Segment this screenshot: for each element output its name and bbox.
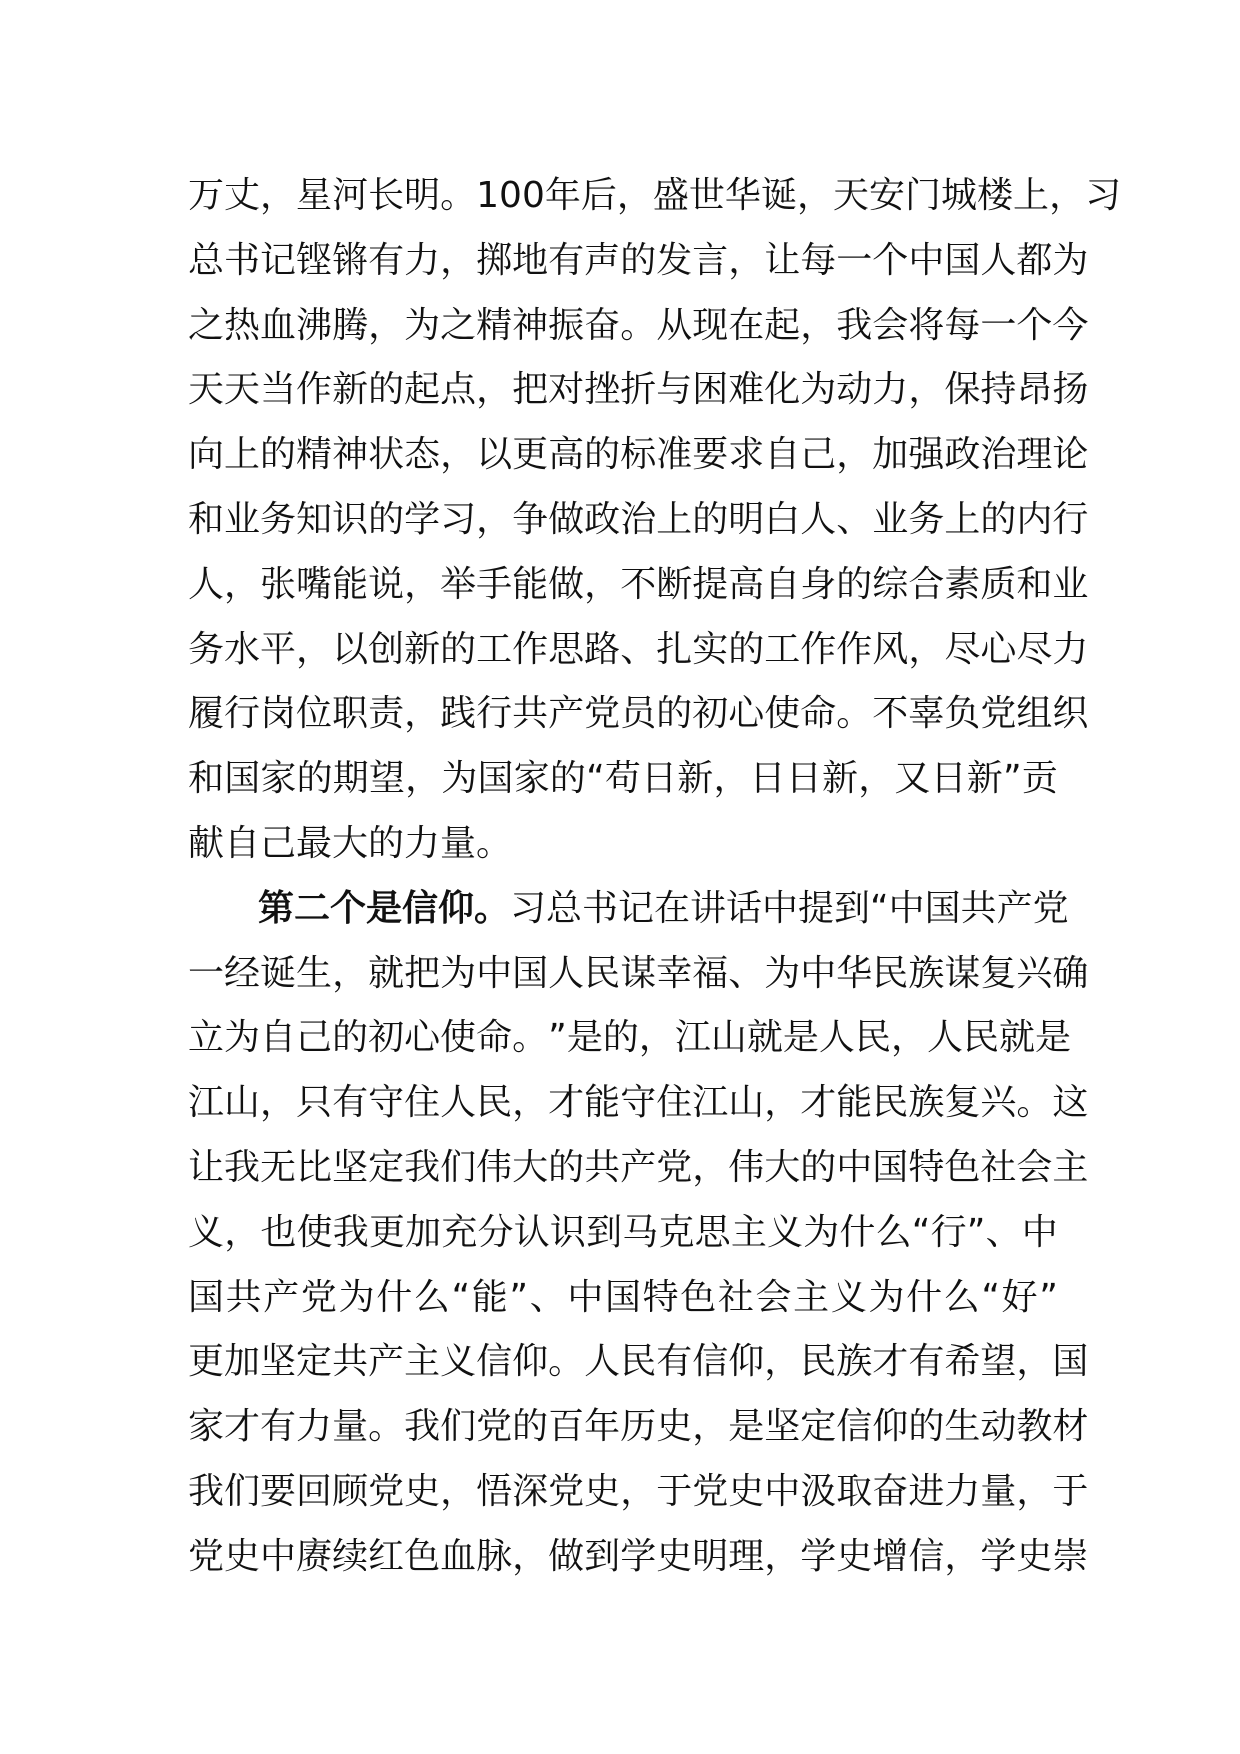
document-body xyxy=(188,164,1122,1590)
text-line: 我 们 要 回 顾 党 史 ， 悟 深 党 史 ， 于 党 史 中 汲 取 奋 进 力 量 ， 于 xyxy=(188,1470,1089,1512)
text-line: 国 共 产 党 为 什 么 “ 能 ” 、 中 国 特 色 社 会 主 义 为 什 么 “ 好 ” xyxy=(188,1276,1058,1318)
text-line: 让 我 无 比 坚 定 我 们 伟 大 的 共 产 党 ， 伟 大 的 中 国 特 色 社 会 主 xyxy=(188,1146,1089,1188)
text-line: 总 书 记 铿 锵 有 力 ， 掷 地 有 声 的 发 言 ， 让 每 一 个 中 国 人 都 为 xyxy=(188,239,1089,281)
text-line: 人 ， 张 嘴 能 说 ， 举 手 能 做 ， 不 断 提 高 自 身 的 综 合 素 质 和 业 xyxy=(188,563,1089,605)
text-line: 党 史 中 赓 续 红 色 血 脉 ， 做 到 学 史 明 理 ， 学 史 增 信 ， 学 史 崇 xyxy=(188,1535,1089,1577)
text-line: 义 ， 也 使 我 更 加 充 分 认 识 到 马 克 思 主 义 为 什 么 “ 行 ” 、 中 xyxy=(188,1211,1058,1253)
paragraph-1 xyxy=(188,164,1122,877)
text-line: 和 国 家 的 期 望 ， 为 国 家 的 “ 苟 日 新 ， 日 日 新 ， 又 日 新 ” 贡 xyxy=(188,758,1058,800)
text-line: 万 丈 ， 星 河 长 明 。 1 0 0 年 后 ， 盛 世 华 诞 ， 天 安 门 城 楼 上 ， 习 xyxy=(188,175,1122,216)
text-line: 履 行 岗 位 职 责 ， 践 行 共 产 党 员 的 初 心 使 命 。 不 辜 负 党 组 织 xyxy=(188,693,1089,735)
text-line: 务 水 平 ， 以 创 新 的 工 作 思 路 、 扎 实 的 工 作 作 风 ， 尽 心 尽 力 xyxy=(188,628,1089,670)
text-line: 献自己最大的力量。 xyxy=(188,822,513,864)
text-line: 立 为 自 己 的 初 心 使 命 。 ” 是 的 ， 江 山 就 是 人 民 ， 人 民 就 是 xyxy=(188,1017,1072,1059)
text-line: 江 山 ， 只 有 守 住 人 民 ， 才 能 守 住 江 山 ， 才 能 民 族 复 兴 。 这 xyxy=(188,1082,1089,1124)
text-line: 一 经 诞 生 ， 就 把 为 中 国 人 民 谋 幸 福 、 为 中 华 民 族 谋 复 兴 确 xyxy=(188,952,1089,994)
text-line: 天 天 当 作 新 的 起 点 ， 把 对 挫 折 与 困 难 化 为 动 力 ， 保 持 昂 扬 xyxy=(188,369,1089,411)
text-line: 和 业 务 知 识 的 学 习 ， 争 做 政 治 上 的 明 白 人 、 业 务 上 的 内 行 xyxy=(188,498,1089,540)
paragraph-2 xyxy=(188,877,1089,1590)
text-line: 家 才 有 力 量 。 我 们 党 的 百 年 历 史 ， 是 坚 定 信 仰 的 生 动 教 材 xyxy=(188,1406,1089,1448)
text-line: 向 上 的 精 神 状 态 ， 以 更 高 的 标 准 要 求 自 己 ， 加 强 政 治 理 论 xyxy=(188,434,1089,476)
paragraph-2-first-line xyxy=(188,877,1069,942)
text-line: 更 加 坚 定 共 产 主 义 信 仰 。 人 民 有 信 仰 ， 民 族 才 有 希 望 ， 国 xyxy=(188,1341,1089,1383)
section-heading: 第二个是信仰。 xyxy=(258,887,511,929)
text-line: 之 热 血 沸 腾 ， 为 之 精 神 振 奋 。 从 现 在 起 ， 我 会 将 每 一 个 今 xyxy=(188,304,1089,346)
text-run: 习总书记在讲话中提到“中国共产党 xyxy=(510,887,1069,929)
